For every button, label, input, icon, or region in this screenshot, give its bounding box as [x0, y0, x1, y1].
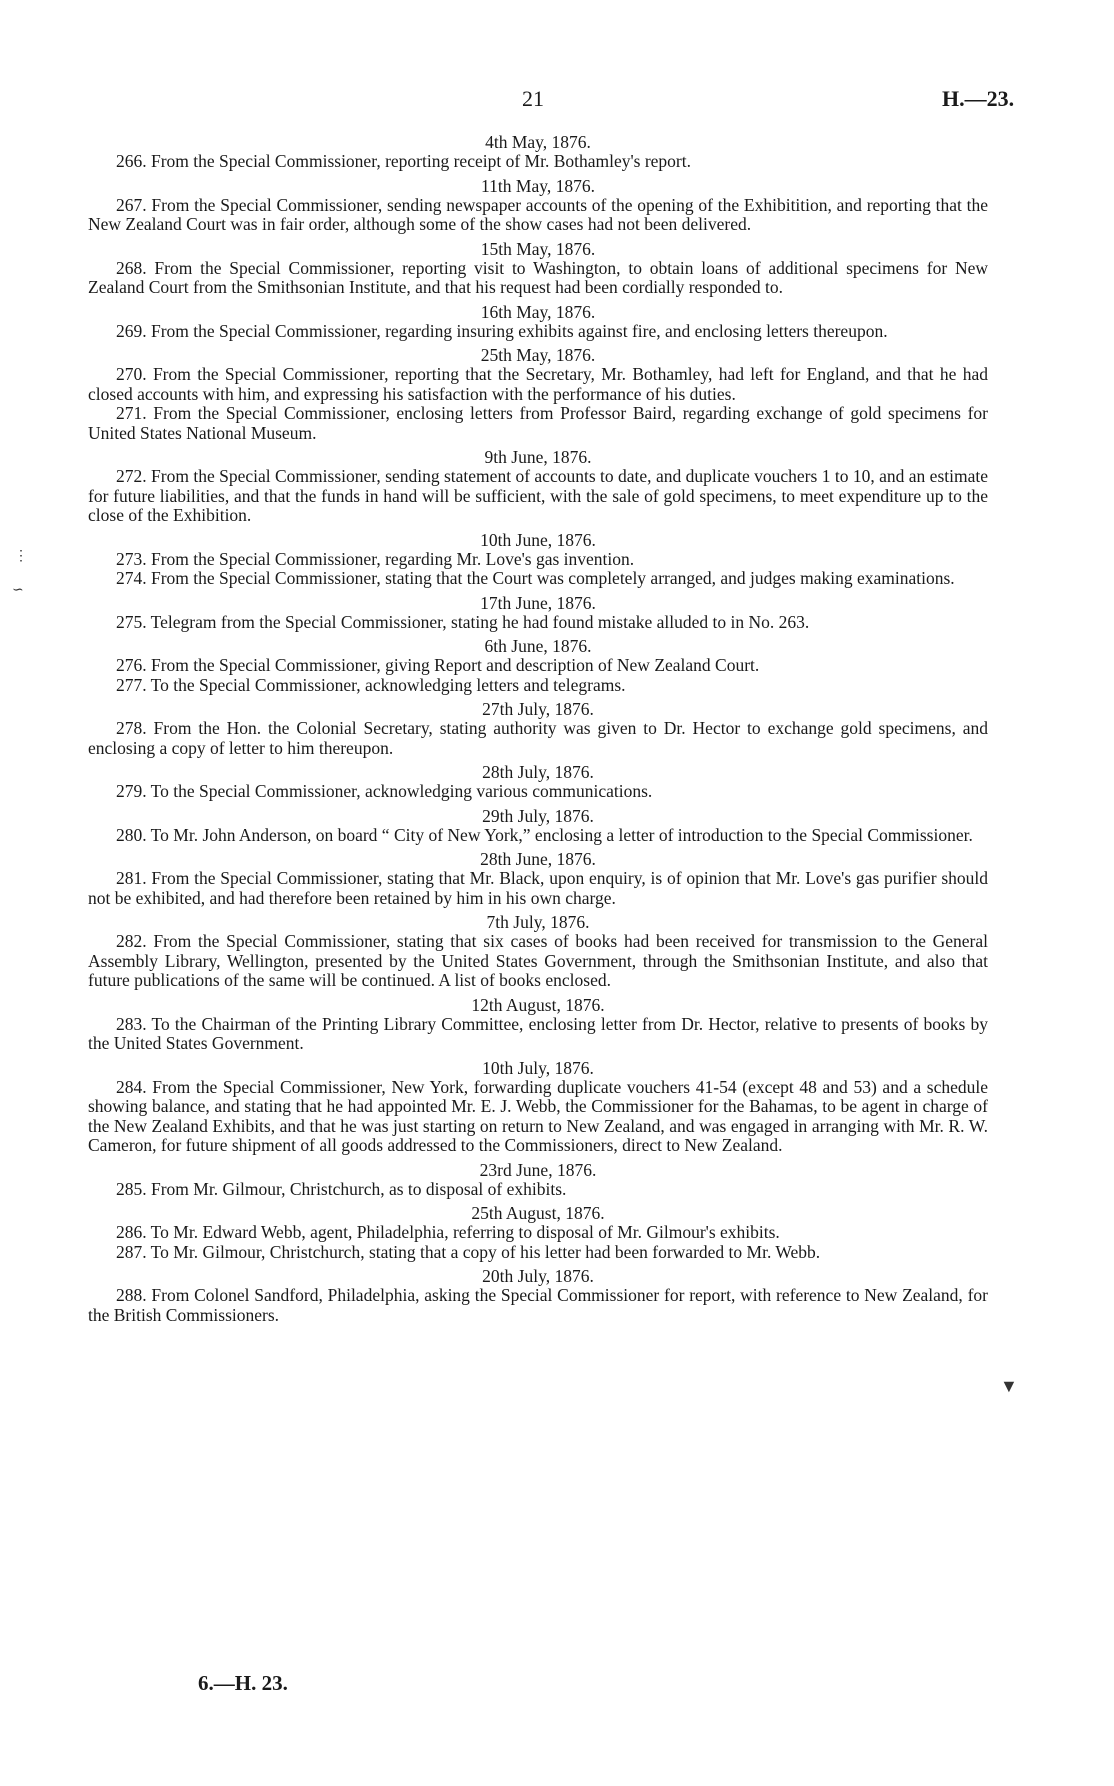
entry-text: 282. From the Special Commissioner, stating that six cases of books had been received for transmission to the General Assembly Library, Wellington, presented by the United States Government, through the Smithsonian Institute, and also that future publications of the same will be continued. A list of books enclosed.: [88, 931, 988, 990]
entry-text: 270. From the Special Commissioner, reporting that the Secretary, Mr. Bothamley, had left for England, and that he had closed accounts with him, and expressing his satisfaction with the performance of his duties.: [88, 364, 988, 404]
page-number: 21: [522, 86, 544, 111]
entry-date: 16th May, 1876.: [480, 301, 596, 322]
entry-block: [88, 699, 988, 758]
entry-date: 28th July, 1876.: [482, 762, 594, 782]
entry-date: 7th July, 1876.: [486, 912, 590, 932]
entry-text: 266. From the Special Commissioner, reporting receipt of Mr. Bothamley's report.: [116, 151, 691, 171]
entry-block: [88, 806, 988, 846]
entry-date: 4th May, 1876.: [485, 132, 591, 152]
entry-date: 25th August, 1876.: [471, 1203, 605, 1223]
entry-text: 269. From the Special Commissioner, regarding insuring exhibits against fire, and enclosing letters thereupon.: [116, 320, 888, 341]
entry-date: 10th June, 1876.: [480, 529, 596, 550]
entry-text: 277. To the Special Commissioner, acknowledging letters and telegrams.: [116, 674, 626, 695]
entry-text: 285. From Mr. Gilmour, Christchurch, as to disposal of exhibits.: [116, 1178, 567, 1199]
margin-mark-icon: ⋮: [14, 549, 28, 564]
entry-block: [88, 569, 988, 589]
entry-block: [88, 912, 988, 991]
entry-block: [88, 995, 988, 1054]
entry-text: 280. To Mr. John Anderson, on board “ City of New York,” enclosing a letter of introduction to the Special Commissioner.: [116, 824, 973, 845]
entry-text: 268. From the Special Commissioner, reporting visit to Washington, to obtain loans of additional specimens for New Zealand Court from the Smithsonian Institute, and that his request had been cordially responded to.: [88, 257, 988, 297]
entry-block: [88, 239, 988, 298]
entry-block: [88, 1058, 988, 1156]
entry-date: 12th August, 1876.: [471, 994, 605, 1015]
entry-text: 275. Telegram from the Special Commissioner, stating he had found mistake alluded to in No. 263.: [116, 611, 810, 632]
entry-date: 25th May, 1876.: [480, 345, 596, 365]
entry-block: [88, 762, 988, 802]
entry-block: [88, 132, 988, 172]
entry-date: 27th July, 1876.: [482, 699, 594, 719]
entry-block: [88, 676, 988, 696]
entry-text: 286. To Mr. Edward Webb, agent, Philadelphia, referring to disposal of Mr. Gilmour's exhibits.: [116, 1222, 780, 1242]
entry-date: 11th May, 1876.: [481, 175, 595, 196]
entry-text: 283. To the Chairman of the Printing Library Committee, enclosing letter from Dr. Hector, relative to presents of books by the United States Government.: [88, 1013, 988, 1053]
document-code: H.—23.: [942, 86, 1015, 111]
entry-block: [88, 593, 988, 633]
entry-text: 267. From the Special Commissioner, sending newspaper accounts of the opening of the Exhibitition, and reporting that the New Zealand Court was in fair order, although some of the show cases had not been delivered.: [88, 194, 988, 234]
entry-date: 17th June, 1876.: [480, 592, 596, 613]
entry-date: 10th July, 1876.: [482, 1057, 594, 1078]
entry-block: [88, 1203, 988, 1243]
entry-list: [88, 128, 988, 1325]
entry-block: [88, 1266, 988, 1325]
entry-block: [88, 636, 988, 676]
entry-block: [88, 404, 988, 443]
entry-block: [88, 447, 988, 526]
entry-date: 6th June, 1876.: [484, 636, 592, 656]
entry-text: 276. From the Special Commissioner, giving Report and description of New Zealand Court.: [116, 655, 760, 675]
entry-block: [88, 302, 988, 342]
entry-date: 28th June, 1876.: [480, 849, 596, 869]
entry-block: [88, 1160, 988, 1200]
margin-mark-icon: ∽: [12, 583, 24, 598]
entry-date: 23rd June, 1876.: [479, 1159, 597, 1180]
margin-mark-icon: ▼: [1000, 1376, 1018, 1396]
entry-block: [88, 1243, 988, 1263]
entry-date: 20th July, 1876.: [482, 1266, 594, 1286]
entry-text: 271. From the Special Commissioner, enclosing letters from Professor Baird, regarding exchange of gold specimens for United States National Museum.: [88, 403, 988, 443]
entry-text: 287. To Mr. Gilmour, Christchurch, stating that a copy of his letter had been forwarded to Mr. Webb.: [116, 1241, 821, 1262]
entry-text: 284. From the Special Commissioner, New York, forwarding duplicate vouchers 41-54 (except 48 and 53) and a schedule showing balance, and stating that he had appointed Mr. E. J. Webb, the Commissioner for the Bahamas, to be agent in charge of the New Zealand Exhibits, and that he was just starting on return to New Zealand, and was engaged in arranging with Mr. R. W. Cameron, for future shipment of all goods addressed to the Commissioners, direct to New Zealand.: [88, 1076, 988, 1155]
entry-block: [88, 345, 988, 404]
entry-block: [88, 176, 988, 235]
entry-text: 281. From the Special Commissioner, stating that Mr. Black, upon enquiry, is of opinion that Mr. Love's gas purifier should not be exhibited, and had therefore been retained by him in his own charge.: [88, 868, 988, 908]
entry-block: [88, 530, 988, 570]
entry-text: 279. To the Special Commissioner, acknowledging various communications.: [116, 781, 653, 801]
entry-text: 288. From Colonel Sandford, Philadelphia, asking the Special Commissioner for report, with reference to New Zealand, for the British Commissioners.: [88, 1285, 988, 1325]
entry-block: [88, 849, 988, 908]
signature-mark: 6.—H. 23.: [198, 1671, 288, 1695]
entry-text: 273. From the Special Commissioner, regarding Mr. Love's gas invention.: [116, 548, 635, 569]
entry-text: 278. From the Hon. the Colonial Secretary, stating authority was given to Dr. Hector to exchange gold specimens, and enclosing a copy of letter to him thereupon.: [88, 718, 988, 758]
entry-date: 9th June, 1876.: [484, 447, 592, 467]
entry-text: 272. From the Special Commissioner, sending statement of accounts to date, and duplicate vouchers 1 to 10, and an estimate for future liabilities, and that the funds in hand will be sufficient, with the sale of gold specimens, to meet expenditure up to the close of the Exhibition.: [88, 466, 988, 525]
entry-text: 274. From the Special Commissioner, stating that the Court was completely arranged, and judges making examinations.: [116, 568, 955, 588]
entry-date: 29th July, 1876.: [482, 805, 594, 826]
entry-date: 15th May, 1876.: [480, 238, 596, 259]
